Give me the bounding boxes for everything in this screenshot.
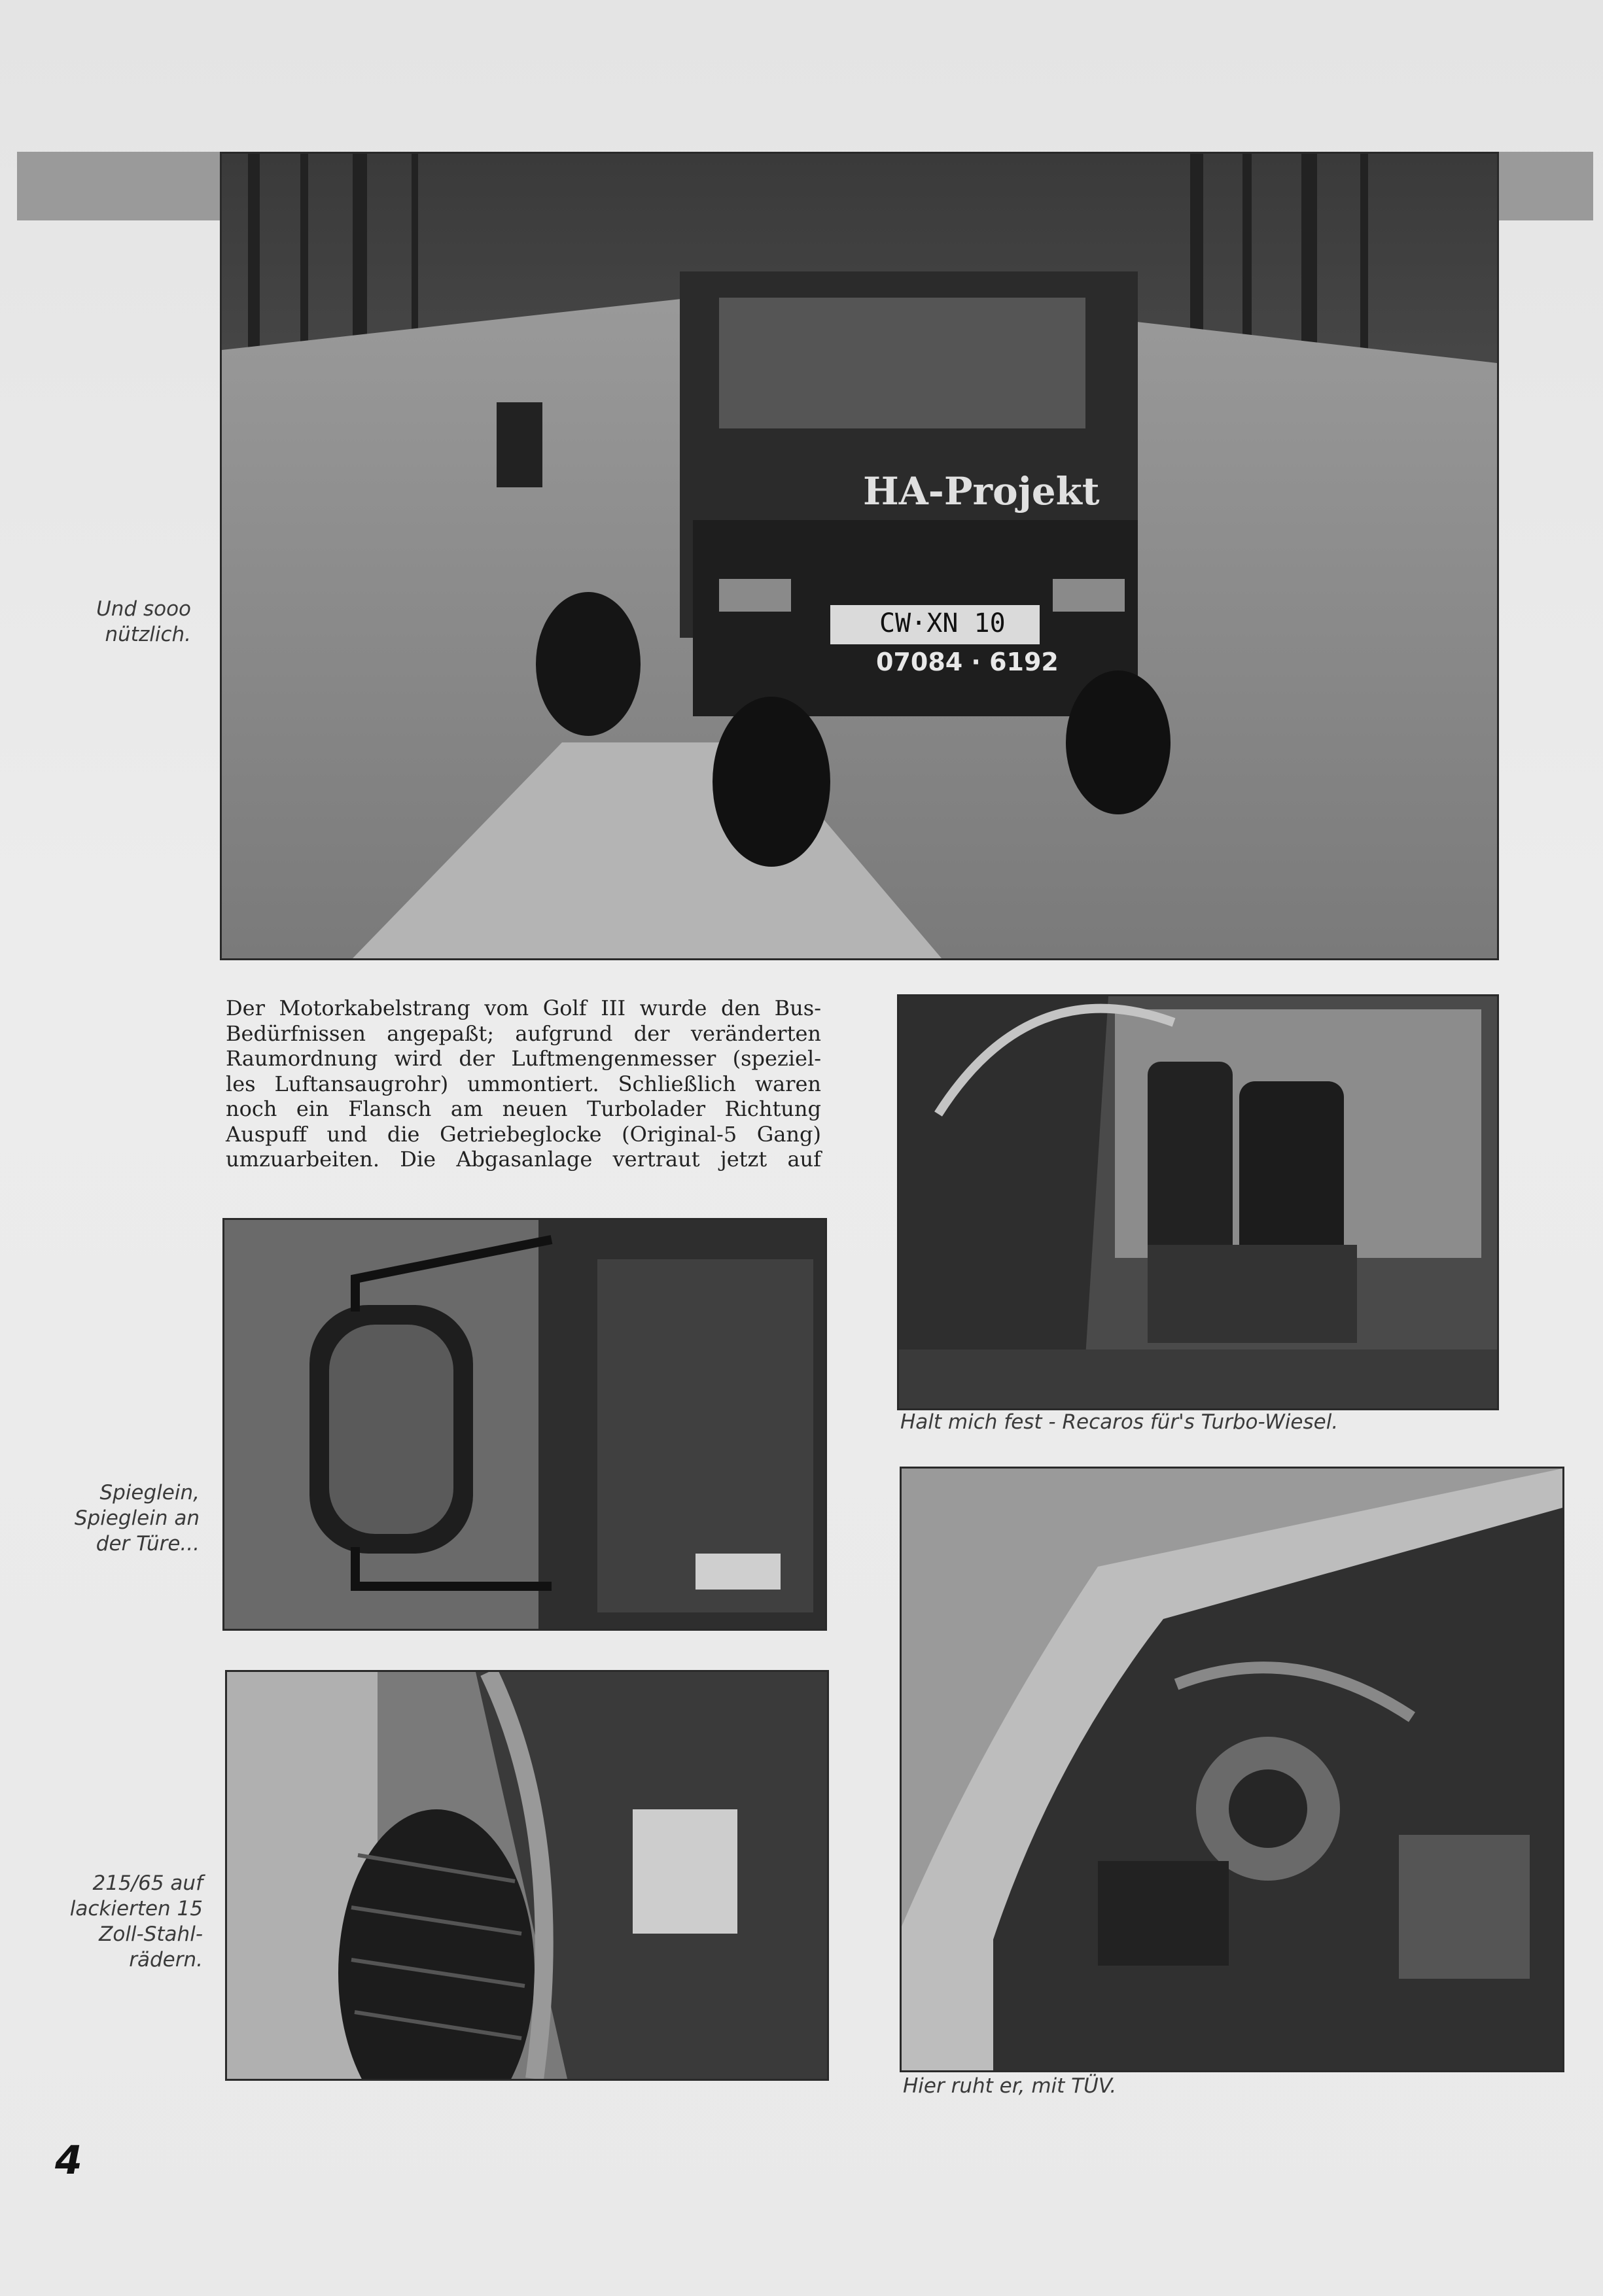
caption-line: Und sooo xyxy=(96,597,191,621)
caption-line: Spieglein an xyxy=(74,1506,200,1530)
tailgate-logo: HA-Projekt xyxy=(863,469,1100,513)
caption-mirror-photo xyxy=(26,1480,200,1557)
interior-photo-illustration xyxy=(899,996,1497,1408)
article-body xyxy=(226,996,821,1172)
wheel-photo xyxy=(225,1670,829,2081)
article-line: les Luftansaugrohr) ummontiert. Schließlich waren xyxy=(226,1071,821,1096)
article-line: Auspuff und die Getriebeglocke (Original-5 Gang) xyxy=(226,1121,821,1147)
page-number: 4 xyxy=(55,2138,82,2183)
article-line: Raumordnung wird der Luftmengenmesser (speziel- xyxy=(226,1046,821,1071)
mirror-photo xyxy=(222,1218,827,1631)
caption-line: der Türe... xyxy=(96,1532,200,1556)
article-line: Der Motorkabelstrang vom Golf III wurde den Bus- xyxy=(226,996,821,1020)
interior-photo xyxy=(897,994,1499,1410)
header-band-left xyxy=(17,152,220,220)
engine-photo xyxy=(900,1467,1564,2072)
caption-line: Zoll-Stahl- xyxy=(99,1922,203,1946)
caption-engine-photo: Hier ruht er, mit TÜV. xyxy=(903,2074,1117,2098)
caption-main-photo xyxy=(46,597,191,648)
wheel-photo-illustration xyxy=(227,1672,827,2079)
article-line: noch ein Flansch am neuen Turbolader Richtung xyxy=(226,1096,821,1121)
phone-number: 07084 · 6192 xyxy=(876,648,1059,676)
caption-line: lackierten 15 xyxy=(69,1897,203,1921)
license-plate: CW·XN 10 xyxy=(879,608,1006,638)
caption-line: rädern. xyxy=(129,1948,203,1972)
article-line: Bedürfnissen angepaßt; aufgrund der veränderten xyxy=(226,1020,821,1046)
article-line: umzuarbeiten. Die Abgasanlage vertraut jetzt auf xyxy=(226,1147,821,1172)
caption-line: Spieglein, xyxy=(99,1481,200,1505)
mirror-photo-illustration xyxy=(224,1220,825,1629)
caption-line: 215/65 auf xyxy=(92,1871,203,1895)
caption-wheel-photo xyxy=(26,1871,203,1973)
caption-line: nützlich. xyxy=(105,623,191,646)
caption-interior-photo: Halt mich fest - Recaros für's Turbo-Wiesel. xyxy=(900,1410,1339,1434)
header-band-right xyxy=(1495,152,1593,220)
engine-photo-illustration xyxy=(902,1469,1562,2070)
main-photo-pickup-rear xyxy=(220,152,1499,960)
main-photo-illustration xyxy=(222,154,1497,958)
